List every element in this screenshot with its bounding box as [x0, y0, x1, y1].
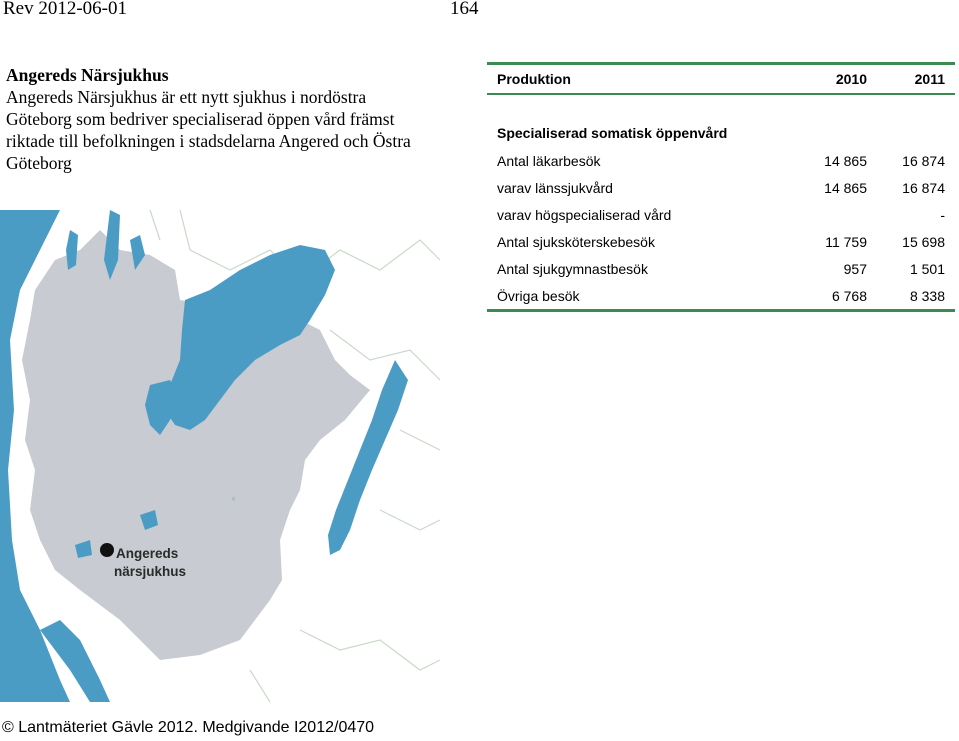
row-value-2010: 14 865: [824, 179, 867, 196]
row-label: Antal sjukgymnastbesök: [497, 260, 648, 277]
marker-label-line1: Angereds: [116, 546, 179, 561]
production-table: [487, 62, 955, 312]
table-header-rule: [487, 93, 955, 95]
row-value-2010: 6 768: [831, 287, 867, 304]
table-header-row: [487, 65, 955, 93]
table-row: [487, 282, 955, 309]
table-row: [487, 201, 955, 228]
row-label: Antal läkarbesök: [497, 152, 601, 169]
page-number: 164: [450, 0, 479, 19]
section-label: Specialiserad somatisk öppenvård: [497, 125, 728, 141]
row-label: varav länssjukvård: [497, 179, 613, 196]
marker-label-line2: närsjukhus: [114, 564, 187, 579]
row-label: Antal sjuksköterskebesök: [497, 233, 655, 250]
row-label: varav högspecialiserad vård: [497, 206, 672, 223]
row-value-2011: 1 501: [909, 260, 945, 277]
section-title: Angereds Närsjukhus: [6, 65, 169, 85]
row-value-2011: 16 874: [902, 179, 945, 196]
revision-date: Rev 2012-06-01: [3, 0, 128, 19]
row-value-2011: 8 338: [909, 287, 945, 304]
table-bottom-rule: [487, 309, 955, 312]
region-map: [0, 210, 440, 702]
header-year-2011: 2011: [914, 71, 945, 87]
table-section-title: [487, 119, 955, 147]
copyright-footer: © Lantmäteriet Gävle 2012. Medgivande I2012/0470: [2, 719, 375, 736]
table-row: [487, 228, 955, 255]
table-row: [487, 255, 955, 282]
row-value-2010: 957: [843, 260, 867, 277]
row-value-2011: 15 698: [902, 233, 945, 250]
row-value-2011: 16 874: [902, 152, 945, 169]
intro-paragraph: Angereds Närsjukhus är ett nytt sjukhus i nordöstra Göteborg som bedriver specialiserad öppen vård främst riktade till befolkningen i stadsdelarna Angered och Östra Göteborg: [6, 87, 411, 173]
row-label: Övriga besök: [497, 287, 580, 304]
map-cross-icon: ×: [231, 494, 237, 504]
row-value-2010: 14 865: [824, 152, 867, 169]
hospital-marker: [100, 543, 114, 557]
table-row: [487, 174, 955, 201]
header-year-2010: 2010: [835, 71, 867, 87]
header-label: Produktion: [497, 71, 571, 87]
row-value-2011: -: [940, 206, 945, 223]
intro-section: [6, 64, 426, 174]
table-row: [487, 147, 955, 174]
row-value-2010: 11 759: [825, 233, 867, 250]
